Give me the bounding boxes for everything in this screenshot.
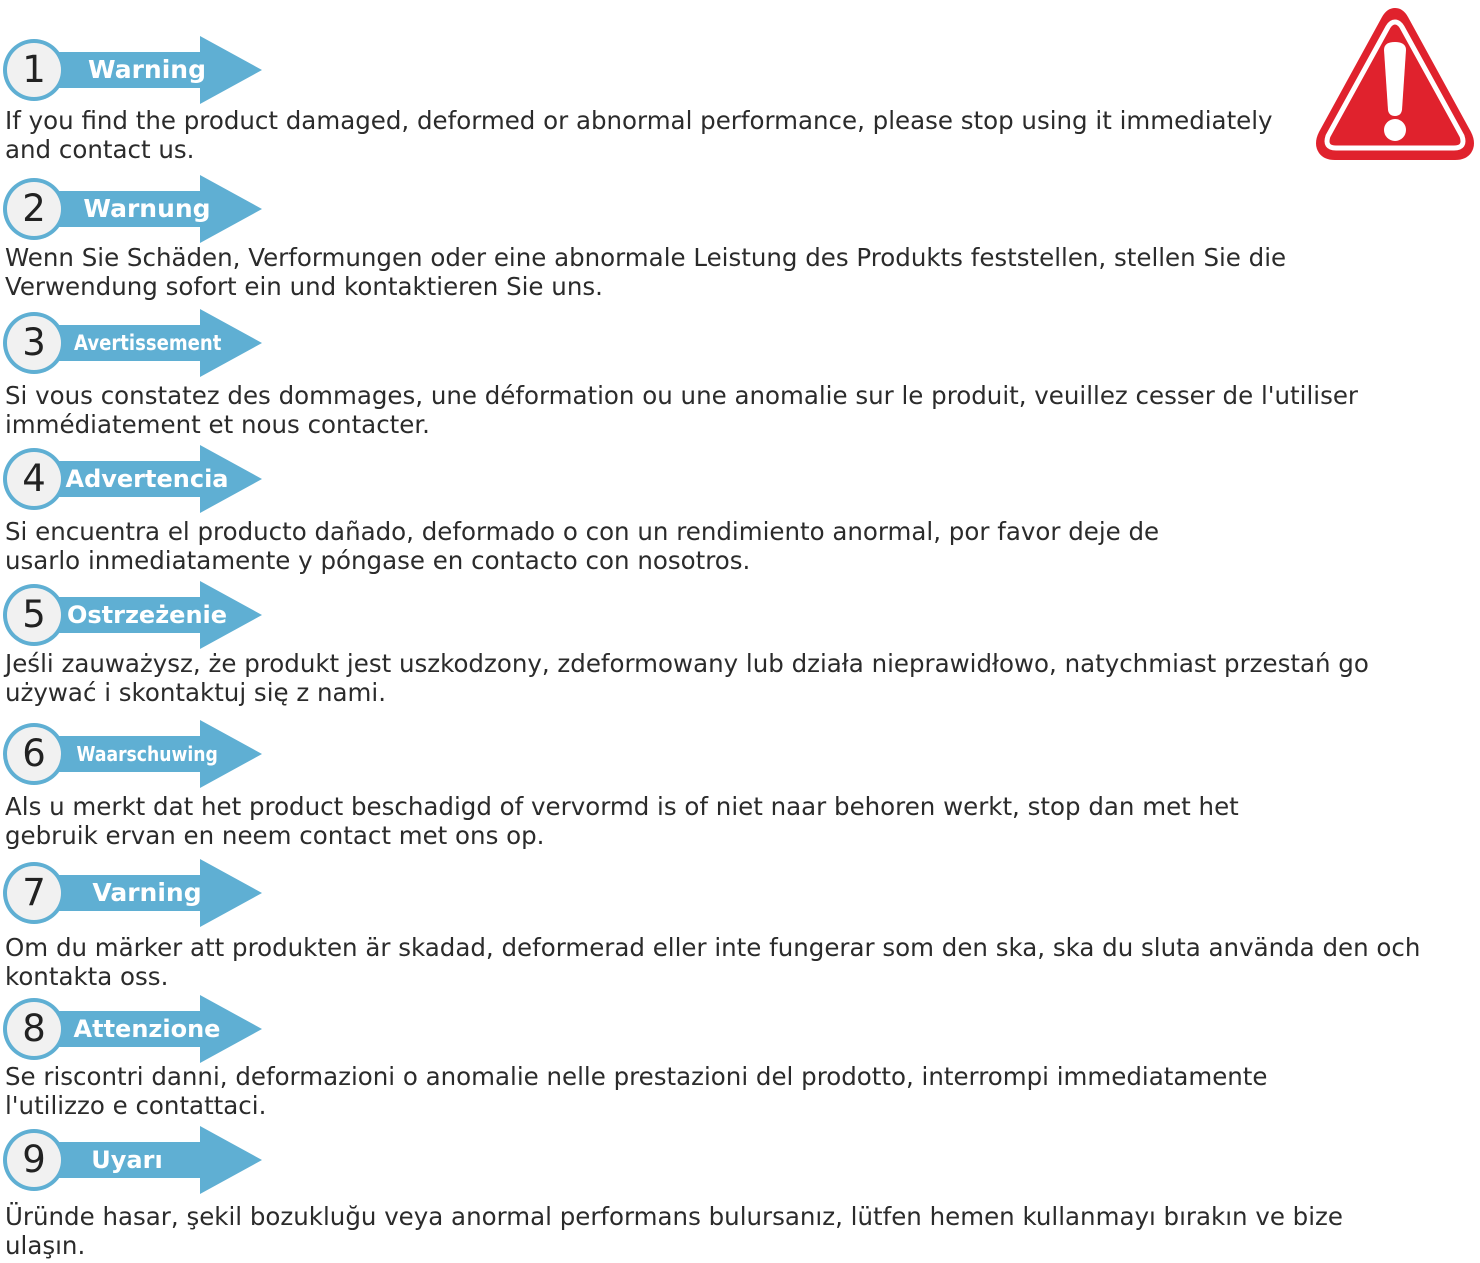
section-badge bbox=[0, 443, 270, 515]
section-number: 3 bbox=[22, 321, 46, 364]
section-heading: Warnung bbox=[83, 194, 211, 223]
section-text: Se riscontri danni, deformazioni o anomalie nelle prestazioni del prodotto, interrompi immediatamente l'utilizzo e contattaci. bbox=[5, 1062, 1268, 1120]
section-heading: Advertencia bbox=[65, 465, 229, 493]
section-heading: Uyarı bbox=[91, 1146, 163, 1174]
section-text: Wenn Sie Schäden, Verformungen oder eine abnormale Leistung des Produkts feststellen, stellen Sie die Verwendung sofort ein und kontaktieren Sie uns. bbox=[5, 243, 1287, 301]
section-number: 5 bbox=[22, 593, 46, 636]
section-text: Si vous constatez des dommages, une déformation ou une anomalie sur le produit, veuillez cesser de l'utiliser immédiatement et nous contacter. bbox=[5, 381, 1358, 439]
section-heading: Waarschuwing bbox=[76, 742, 218, 766]
section-heading: Varning bbox=[92, 878, 202, 907]
section-badge bbox=[0, 579, 270, 651]
section-text: Si encuentra el producto dañado, deformado o con un rendimiento anormal, por favor deje de usarlo inmediatamente y póngase en contacto con nosotros. bbox=[5, 517, 1160, 575]
warning-triangle-icon bbox=[1311, 2, 1479, 166]
section-badge bbox=[0, 718, 270, 790]
section-text: If you find the product damaged, deformed or abnormal performance, please stop using it immediately and contact us. bbox=[5, 106, 1273, 164]
section-badge bbox=[0, 34, 270, 106]
section-text: Üründe hasar, şekil bozukluğu veya anormal performans bulursanız, lütfen hemen kullanmayı bırakın ve bize ulaşın. bbox=[5, 1202, 1343, 1260]
section-text: Om du märker att produkten är skadad, deformerad eller inte fungerar som den ska, ska du sluta använda den och kontakta oss. bbox=[5, 933, 1421, 991]
section-badge bbox=[0, 1124, 270, 1196]
section-text: Jeśli zauważysz, że produkt jest uszkodzony, zdeformowany lub działa nieprawidłowo, natychmiast przestań go używać i skontaktuj się z nami. bbox=[5, 649, 1369, 707]
section-heading: Ostrzeżenie bbox=[66, 601, 228, 629]
section-number: 9 bbox=[22, 1138, 46, 1181]
section-number: 6 bbox=[22, 732, 46, 775]
section-number: 4 bbox=[22, 457, 46, 500]
section-badge bbox=[0, 993, 270, 1065]
section-number: 8 bbox=[22, 1007, 46, 1050]
section-heading: Attenzione bbox=[73, 1015, 221, 1043]
section-number: 7 bbox=[22, 871, 46, 914]
section-badge bbox=[0, 173, 270, 245]
section-text: Als u merkt dat het product beschadigd of vervormd is of niet naar behoren werkt, stop dan met het gebruik ervan en neem contact met ons op. bbox=[5, 792, 1239, 850]
section-heading-wrap bbox=[62, 321, 232, 365]
section-badge bbox=[0, 857, 270, 929]
section-heading: Avertissement bbox=[73, 331, 222, 355]
section-heading-wrap bbox=[62, 732, 232, 776]
section-number: 1 bbox=[22, 48, 46, 91]
section-heading: Warning bbox=[88, 55, 206, 84]
section-badge bbox=[0, 307, 270, 379]
section-number: 2 bbox=[22, 187, 46, 230]
